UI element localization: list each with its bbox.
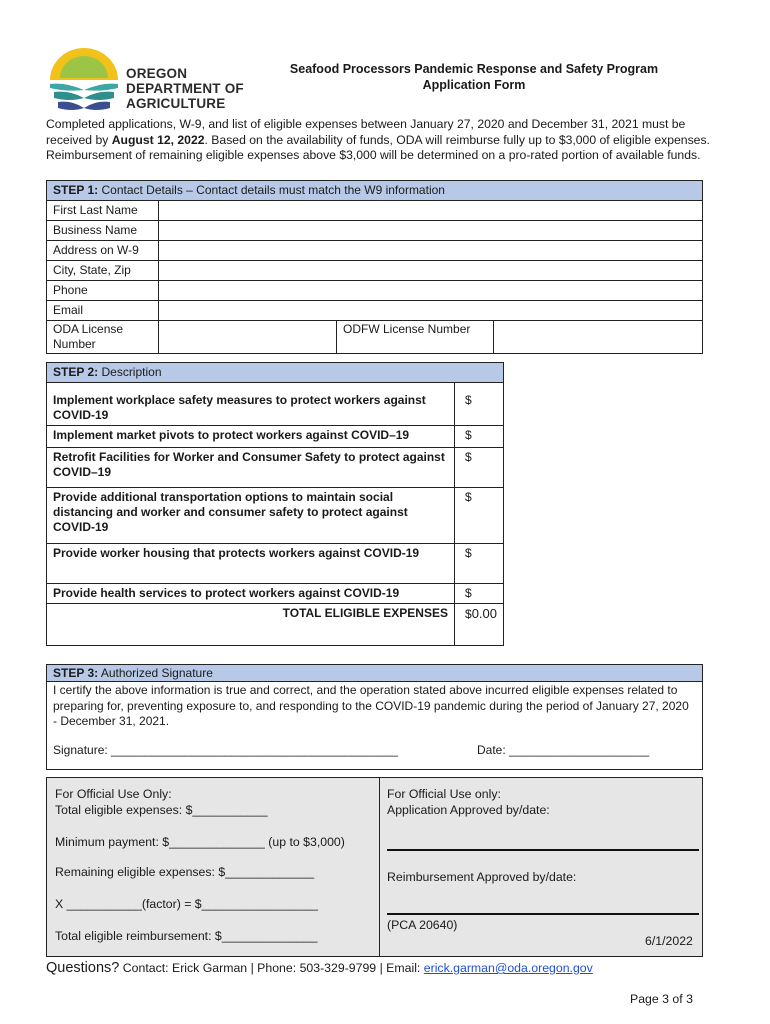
footer-contact-text: Contact: Erick Garman | Phone: 503-329-9799 | Email:	[119, 961, 424, 975]
oda-logo-icon	[46, 48, 122, 116]
footer-questions: Questions?	[46, 960, 120, 976]
logo-line-3: AGRICULTURE	[126, 96, 226, 111]
business-name-field[interactable]	[159, 221, 703, 241]
official-divider	[379, 778, 380, 957]
official-use-box	[46, 777, 703, 957]
step2-description-table	[46, 362, 504, 646]
business-name-label: Business Name	[47, 221, 159, 241]
step1-contact-table	[46, 180, 703, 354]
step1-header	[47, 181, 703, 201]
certify-text: I certify the above information is true and correct, and the operation stated above incurred eligible expenses related to preparing for, preventing exposure to, and responding to the COVID-19 pandemic during the period of January 27, 2020 - December 31, 2021.	[53, 683, 689, 728]
step1-label: STEP 1:	[53, 183, 99, 197]
pca-code: (PCA 20640)	[387, 918, 458, 932]
oda-license-field[interactable]	[159, 321, 337, 354]
address-field[interactable]	[159, 241, 703, 261]
logo-line-1: OREGON	[126, 66, 188, 81]
total-currency: $	[465, 607, 472, 621]
application-approved-line[interactable]	[387, 849, 699, 851]
address-label: Address on W-9	[47, 241, 159, 261]
first-last-name-field[interactable]	[159, 201, 703, 221]
intro-part-1: Completed applications, W-9, and list of eligible expenses between January 27, 2020 and December 31, 2021 must be received by	[46, 117, 686, 147]
step2-label: STEP 2:	[53, 365, 99, 379]
expense-item-2: Implement market pivots to protect workers against COVID–19	[47, 426, 455, 448]
step2-header	[47, 363, 504, 383]
logo-line-2: DEPARTMENT OF	[126, 81, 244, 96]
factor-calculation[interactable]: X ___________(factor) = $_________________	[55, 897, 318, 911]
form-title-line-2: Application Form	[422, 78, 526, 92]
intro-deadline: August 12, 2022	[111, 132, 205, 147]
email-field[interactable]	[159, 301, 703, 321]
form-title-line-1: Seafood Processors Pandemic Response and Safety Program	[289, 62, 659, 76]
footer-email-link[interactable]: erick.garman@oda.oregon.gov	[423, 961, 593, 975]
page-number: Page 3 of 3	[630, 992, 693, 1006]
oda-logo	[46, 48, 256, 116]
expense-amount-5[interactable]: $	[455, 544, 504, 584]
expense-item-4: Provide additional transportation options to maintain social distancing and worker and consumer safety to protect against COVID-19	[47, 488, 455, 544]
odfw-license-label: ODFW License Number	[337, 321, 494, 354]
email-label: Email	[47, 301, 159, 321]
reimbursement-approved-line[interactable]	[387, 913, 699, 915]
total-eligible-reimbursement[interactable]: Total eligible reimbursement: $______________	[55, 929, 318, 943]
intro-part-2: . Based on the availability of funds, ODA will reimburse fully up to $3,000 of eligible expenses. Reimbursement of remaining eligible expenses above $3,000 will be determined on a pro-rated portion of available funds.	[46, 132, 710, 162]
expense-item-6: Provide health services to protect workers against COVID-19	[47, 584, 455, 604]
signature-line[interactable]: Signature: ___________________________________________	[53, 743, 399, 758]
expense-amount-3[interactable]: $	[455, 448, 504, 488]
phone-label: Phone	[47, 281, 159, 301]
minimum-payment[interactable]: Minimum payment: $______________ (up to $3,000)	[55, 835, 345, 849]
application-approved: Application Approved by/date:	[387, 803, 550, 817]
step3-signature-table	[46, 664, 703, 770]
total-eligible-expenses[interactable]: Total eligible expenses: $___________	[55, 803, 268, 817]
city-state-zip-label: City, State, Zip	[47, 261, 159, 281]
form-title	[250, 61, 698, 93]
step2-title: Description	[98, 365, 162, 379]
expense-item-1: Implement workplace safety measures to protect workers against COVID-19	[47, 383, 455, 426]
total-value: 0.00	[471, 606, 497, 621]
official-right-title: For Official Use only:	[387, 787, 501, 801]
expense-amount-2[interactable]: $	[455, 426, 504, 448]
expense-item-3: Retrofit Facilities for Worker and Consumer Safety to protect against COVID–19	[47, 448, 455, 488]
step3-header	[47, 665, 703, 682]
step3-title: Authorized Signature	[98, 666, 213, 680]
expense-amount-4[interactable]: $	[455, 488, 504, 544]
date-line[interactable]: Date: _____________________	[477, 743, 650, 758]
expense-item-5: Provide worker housing that protects workers against COVID-19	[47, 544, 455, 584]
form-date: 6/1/2022	[645, 934, 693, 948]
remaining-eligible-expenses[interactable]: Remaining eligible expenses: $_____________	[55, 865, 315, 879]
phone-field[interactable]	[159, 281, 703, 301]
total-amount[interactable]	[455, 604, 504, 646]
intro-paragraph	[46, 117, 726, 164]
total-label	[47, 604, 455, 646]
step1-title: Contact Details – Contact details must match the W9 information	[98, 183, 445, 197]
first-last-name-label: First Last Name	[47, 201, 159, 221]
footer-contact	[46, 960, 593, 976]
reimbursement-approved: Reimbursement Approved by/date:	[387, 870, 577, 884]
oda-license-label: ODA License Number	[47, 321, 159, 354]
total-label-text: TOTAL ELIGIBLE EXPENSES	[282, 606, 448, 620]
odfw-license-field[interactable]	[494, 321, 703, 354]
official-left-title: For Official Use Only:	[55, 787, 172, 801]
step3-label: STEP 3:	[53, 666, 99, 680]
expense-amount-1[interactable]: $	[455, 383, 504, 426]
step3-body	[47, 682, 703, 770]
expense-amount-6[interactable]: $	[455, 584, 504, 604]
city-state-zip-field[interactable]	[159, 261, 703, 281]
